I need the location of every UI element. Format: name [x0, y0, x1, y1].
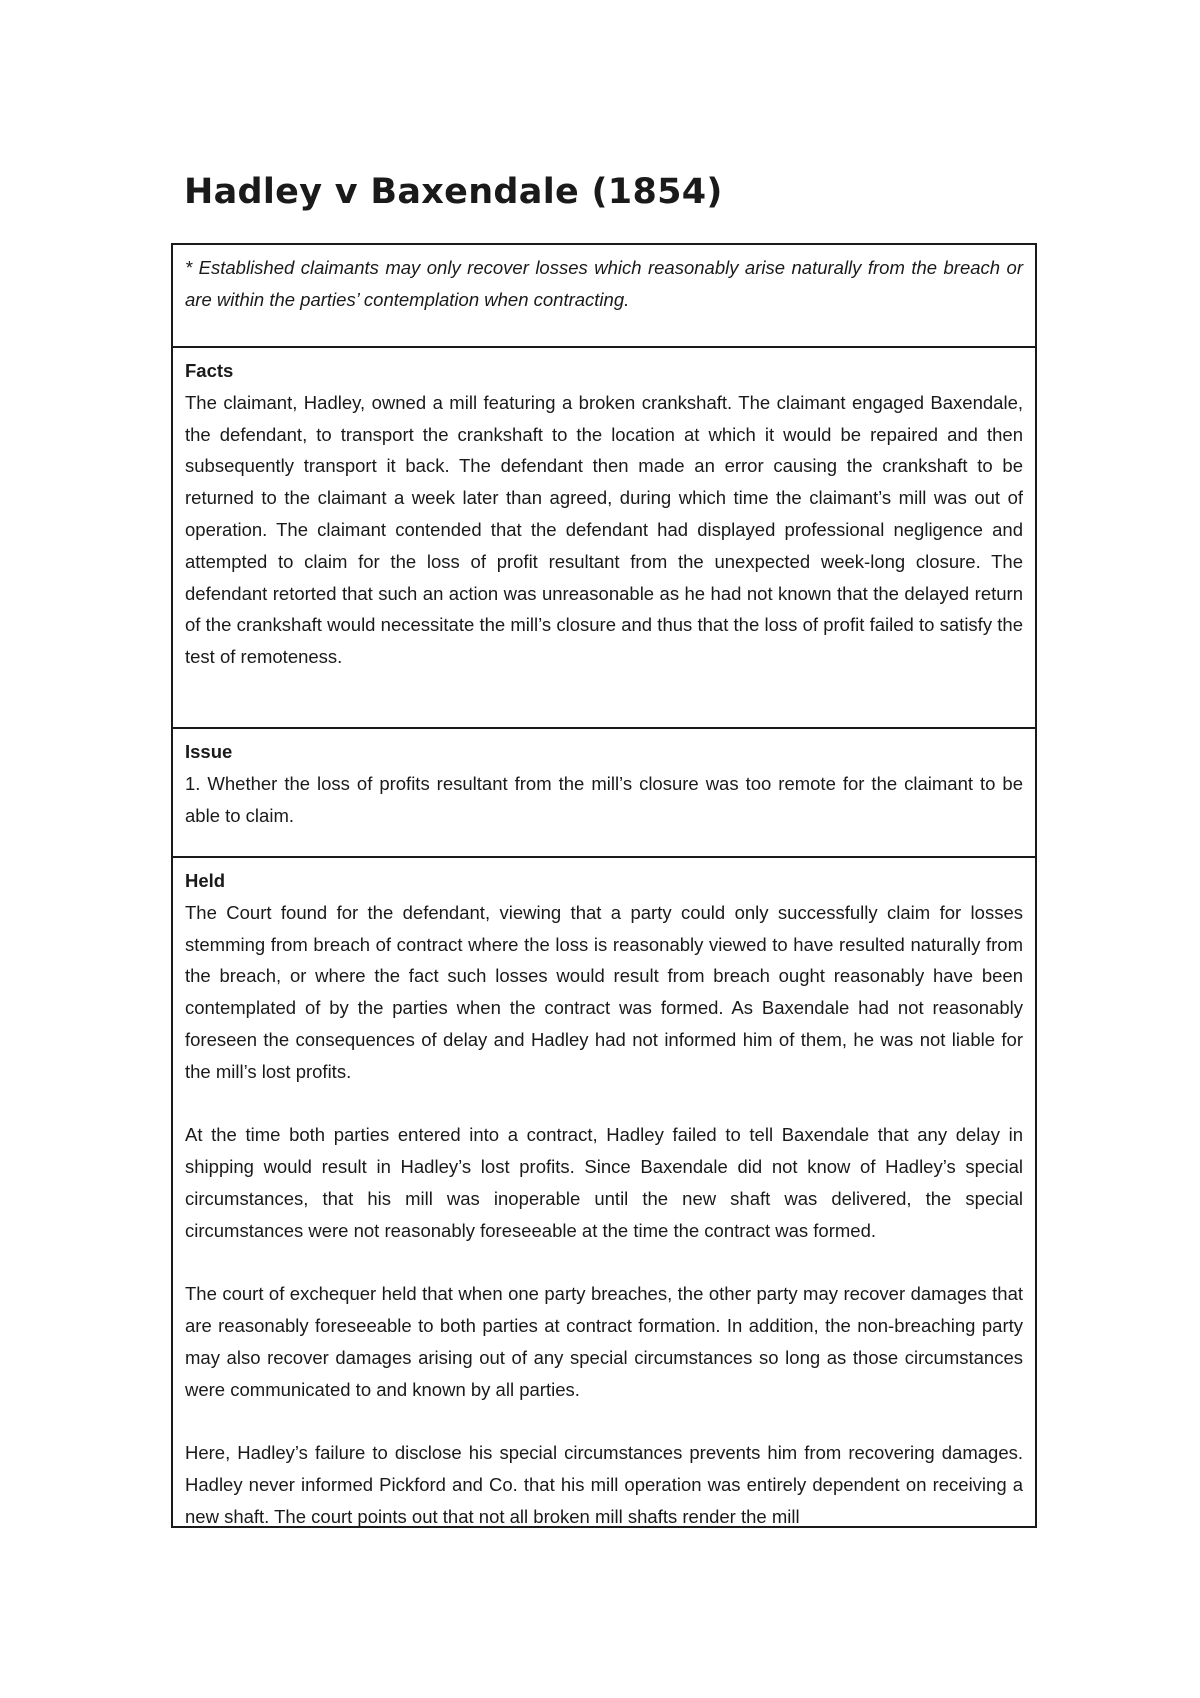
issue-text: 1. Whether the loss of profits resultant from the mill’s closure was too remote for the claimant to be able to claim.	[185, 772, 1023, 826]
summary-cell	[173, 245, 1035, 348]
held-paragraph: The Court found for the defendant, viewing that a party could only successfully claim for losses stemming from breach of contract where the loss is reasonably viewed to have resulted naturally from the breach, or where the fact such losses would result from breach ought reasonably have been contemplated of by the parties when the contract was formed. As Baxendale had not reasonably foreseen the consequences of delay and Hadley had not informed him of them, he was not liable for the mill’s lost profits.	[185, 901, 1023, 1082]
held-paragraph: The court of exchequer held that when one party breaches, the other party may recover damages that are reasonably foreseeable to both parties at contract formation. In addition, the non-breaching party may also recover damages arising out of any special circumstances so long as those circumstances were communicated to and known by all parties.	[185, 1283, 1023, 1400]
issue-heading: Issue	[185, 741, 233, 762]
summary-text: * Established claimants may only recover losses which reasonably arise naturally from the breach or are within the parties’ contemplation when contracting.	[185, 257, 1023, 310]
case-brief-table	[171, 243, 1037, 1528]
facts-cell	[173, 348, 1035, 729]
held-paragraph: Here, Hadley’s failure to disclose his special circumstances prevents him from recovering damages. Hadley never informed Pickford and Co. that his mill operation was entirely dependent on receiving a new shaft. The court points out that not all broken mill shafts render the mill	[185, 1442, 1023, 1527]
facts-heading: Facts	[185, 360, 234, 381]
held-paragraph: At the time both parties entered into a contract, Hadley failed to tell Baxendale that any delay in shipping would result in Hadley’s lost profits. Since Baxendale did not know of Hadley’s special circumstances, that his mill was inoperable until the new shaft was delivered, the special circumstances were not reasonably foreseeable at the time the contract was formed.	[185, 1124, 1023, 1241]
issue-cell	[173, 729, 1035, 858]
page-title: Hadley v Baxendale (1854)	[184, 172, 723, 212]
held-heading: Held	[185, 870, 226, 891]
held-cell	[173, 858, 1035, 1528]
facts-text: The claimant, Hadley, owned a mill featuring a broken crankshaft. The claimant engaged Baxendale, the defendant, to transport the crankshaft to the location at which it would be repaired and then subsequently transport it back. The defendant then made an error causing the crankshaft to be returned to the claimant a week later than agreed, during which time the claimant’s mill was out of operation. The claimant contended that the defendant had displayed professional negligence and attempted to claim for the loss of profit resultant from the unexpected week-long closure. The defendant retorted that such an action was unreasonable as he had not known that the delayed return of the crankshaft would necessitate the mill’s closure and thus that the loss of profit failed to satisfy the test of remoteness.	[185, 391, 1023, 668]
